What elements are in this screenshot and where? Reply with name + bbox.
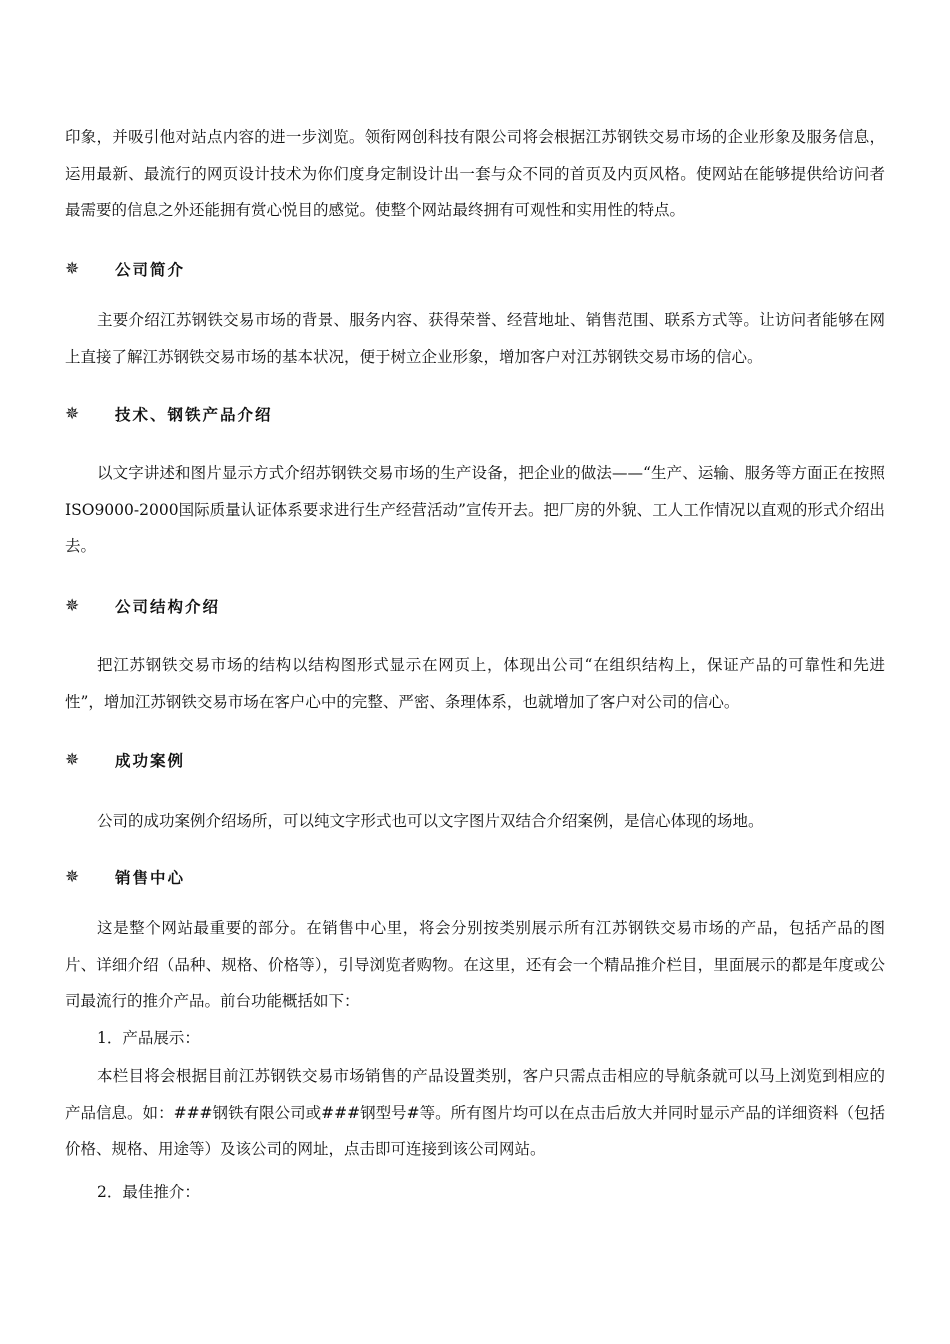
star-bullet-icon: ✵ [65, 258, 80, 279]
section-title: 成功案例 [115, 752, 186, 770]
section-heading-sales [65, 865, 185, 889]
section-title: 技术、钢铁产品介绍 [115, 406, 273, 424]
section-heading-company-profile [65, 257, 185, 281]
section-title: 公司结构介绍 [115, 598, 221, 616]
section-body-structure [65, 647, 885, 720]
list-item-label: 1．产品展示： [97, 1028, 200, 1047]
section-body-sales [65, 910, 885, 1210]
star-bullet-icon: ✵ [65, 403, 80, 424]
section-body-products [65, 455, 885, 565]
section-heading-products [65, 402, 273, 426]
section-paragraph: 把江苏钢铁交易市场的结构以结构图形式显示在网页上，体现出公司“在组织结构上，保证产品的可靠性和先进性”，增加江苏钢铁交易市场在客户心中的完整、严密、条理体系，也就增加了客户对公司的信心。 [65, 656, 885, 711]
section-paragraph: 这是整个网站最重要的部分。在销售中心里，将会分别按类别展示所有江苏钢铁交易市场的产品，包括产品的图片、详细介绍（品种、规格、价格等），引导浏览者购物。在这里，还有会一个精品推介栏目，里面展示的都是年度或公司最流行的推介产品。前台功能概括如下： [65, 919, 885, 1010]
list-item-label: 2．最佳推介： [97, 1182, 200, 1201]
star-bullet-icon: ✵ [65, 749, 80, 770]
section-body-cases [65, 803, 885, 840]
star-bullet-icon: ✵ [65, 866, 80, 887]
section-heading-structure [65, 594, 220, 618]
intro-paragraph: 印象，并吸引他对站点内容的进一步浏览。领衔网创科技有限公司将会根据江苏钢铁交易市场的企业形象及服务信息，运用最新、最流行的网页设计技术为你们度身定制设计出一套与众不同的首页及内页风格。使网站在能够提供给访问者最需要的信息之外还能拥有赏心悦目的感觉。使整个网站最终拥有可观性和实用性的特点。 [65, 128, 885, 219]
intro-block [65, 119, 885, 229]
list-item-body: 本栏目将会根据目前江苏钢铁交易市场销售的产品设置类别，客户只需点击相应的导航条就可以马上浏览到相应的产品信息。如：###钢铁有限公司或###钢型号#等。所有图片均可以在点击后放大并同时显示产品的详细资料（包括价格、规格、用途等）及该公司的网址，点击即可连接到该公司网站。 [65, 1067, 885, 1158]
section-body-company-profile [65, 302, 885, 375]
section-title: 公司简介 [115, 261, 186, 279]
section-heading-cases [65, 748, 185, 772]
section-paragraph: 公司的成功案例介绍场所，可以纯文字形式也可以文字图片双结合介绍案例，是信心体现的场地。 [97, 812, 764, 830]
section-title: 销售中心 [115, 869, 186, 887]
star-bullet-icon: ✵ [65, 595, 80, 616]
section-paragraph: 以文字讲述和图片显示方式介绍苏钢铁交易市场的生产设备，把企业的做法——“生产、运输、服务等方面正在按照ISO9000-2000国际质量认证体系要求进行生产经营活动”宣传开去。把厂房的外貌、工人工作情况以直观的形式介绍出去。 [65, 464, 885, 555]
section-paragraph: 主要介绍江苏钢铁交易市场的背景、服务内容、获得荣誉、经营地址、销售范围、联系方式等。让访问者能够在网上直接了解江苏钢铁交易市场的基本状况，便于树立企业形象，增加客户对江苏钢铁交易市场的信心。 [65, 311, 885, 366]
